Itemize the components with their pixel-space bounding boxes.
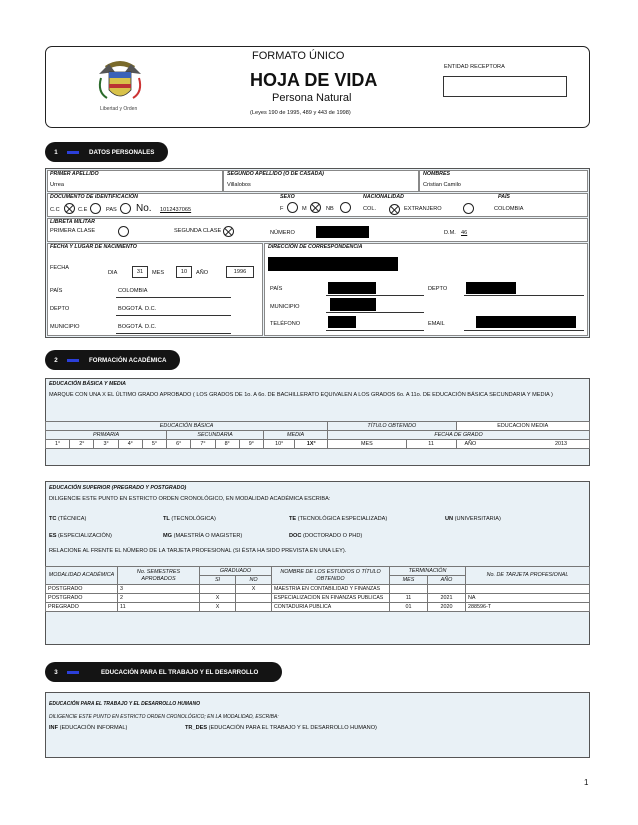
birth-depto-underline <box>116 315 231 316</box>
cell-si[interactable] <box>200 585 236 594</box>
birth-pais-value: COLOMBIA <box>118 288 148 294</box>
mod-te: TE <box>289 516 297 522</box>
cell-ano[interactable]: 2020 <box>428 603 466 612</box>
mod-trdes-desc: (EDUCACIÓN PARA EL TRABAJO Y EL DESARROLLO HUMANO) <box>208 725 377 731</box>
titulo-obtenido-value[interactable]: EDUCACION MEDIA <box>456 422 589 431</box>
primer-apellido-value: Urrea <box>50 182 64 188</box>
section-connector <box>67 359 79 362</box>
primer-apellido-label: PRIMER APELLIDO <box>50 171 99 177</box>
grad-ano-label: AÑO <box>464 441 477 447</box>
dir-municipio-underline <box>326 312 424 313</box>
superior-title: EDUCACIÓN SUPERIOR (PREGRADO Y POSTGRADO) <box>49 485 187 491</box>
section-2-pill <box>45 350 180 370</box>
titulo-obtenido-header: TÍTULO OBTENIDO <box>328 422 456 431</box>
sexo-label: SEXO <box>280 194 295 200</box>
cell-semestres[interactable]: 3 <box>118 585 200 594</box>
nombres-value: Cristian Camilo <box>423 182 461 188</box>
basica-title: EDUCACIÓN BÁSICA Y MEDIA <box>49 381 127 387</box>
pas-radio[interactable] <box>120 203 131 214</box>
mod-inf: INF <box>49 725 59 731</box>
birth-municipio-underline <box>116 333 231 334</box>
primaria-header: PRIMARIA <box>46 431 167 440</box>
table-row <box>46 594 590 603</box>
col-radio[interactable] <box>389 204 400 215</box>
primera-clase-label: PRIMERA CLASE <box>50 228 96 234</box>
doc-subtitle: Persona Natural <box>272 92 352 104</box>
format-title: FORMATO ÚNICO <box>252 50 345 62</box>
redacted-block <box>466 282 516 294</box>
doc-title: HOJA DE VIDA <box>250 70 378 90</box>
grade-cell[interactable]: 6° <box>167 440 191 449</box>
cell-mes[interactable] <box>390 585 428 594</box>
nacionalidad-label: NACIONALIDAD <box>363 194 404 200</box>
sexo-m-label: M <box>302 206 307 212</box>
grade-cell[interactable]: 5° <box>142 440 166 449</box>
cell-si[interactable]: X <box>200 603 236 612</box>
mod-tl-desc: (TECNOLÓGICA) <box>171 516 216 522</box>
grade-cell[interactable]: 9° <box>239 440 263 449</box>
segunda-clase-label: SEGUNDA CLASE <box>174 228 222 234</box>
redacted-block <box>328 316 356 328</box>
mod-mg-desc: (MAESTRÍA O MAGISTER) <box>173 533 243 539</box>
mod-doc-desc: (DOCTORADO O PHD) <box>303 533 363 539</box>
th-terminacion: TERMINACIÓN <box>390 567 466 576</box>
table-row <box>46 585 590 594</box>
mes-field[interactable]: 10 <box>176 266 192 278</box>
cell-tarjeta[interactable]: NA <box>466 594 590 603</box>
th-nombre: NOMBRE DE LOS ESTUDIOS O TÍTULO OBTENIDO <box>272 567 390 585</box>
section-1-pill <box>45 142 168 162</box>
ed-basica-header: EDUCACIÓN BÁSICA <box>46 422 328 431</box>
mod-trdes: TR_DES <box>185 725 208 731</box>
segundo-apellido-label: SEGUNDO APELLIDO (O DE CASADA) <box>227 171 324 177</box>
doc-number-label: No. <box>136 203 152 214</box>
redacted-block <box>268 257 398 271</box>
cell-tarjeta[interactable]: 288596-T <box>466 603 590 612</box>
dia-field[interactable]: 31 <box>132 266 148 278</box>
page-number: 1 <box>584 778 589 787</box>
doc-id-label: DOCUMENTO DE IDENTIFICACIÓN <box>50 194 138 200</box>
section-connector <box>67 151 79 154</box>
direccion-label: DIRECCIÓN DE CORRESPONDENCIA <box>268 244 363 250</box>
telefono-label: TELÉFONO <box>270 321 301 327</box>
grade-cell[interactable]: 10° <box>263 440 294 449</box>
segunda-clase-radio[interactable] <box>223 226 234 237</box>
th-semestres: No. SEMESTRES APROBADOS <box>118 567 200 585</box>
grade-cell-selected[interactable]: 1X° <box>295 440 328 449</box>
mod-tc-desc: (TÉCNICA) <box>58 516 87 522</box>
th-ano: AÑO <box>428 576 466 585</box>
cell-ano[interactable] <box>428 585 466 594</box>
cell-semestres[interactable]: 2 <box>118 594 200 603</box>
cell-nombre[interactable]: ESPECIALIZACION EN FINANZAS PUBLICAS <box>272 594 390 603</box>
higher-education-section <box>45 481 590 645</box>
cell-mes[interactable]: 11 <box>390 594 428 603</box>
primera-clase-radio[interactable] <box>118 226 129 237</box>
sexo-nb-radio[interactable] <box>340 202 351 213</box>
mod-un-desc: (UNIVERSITARIA) <box>454 516 501 522</box>
th-no: NO <box>236 576 272 585</box>
grad-mes-value[interactable]: 11 <box>406 440 456 449</box>
ce-label: C.E <box>78 207 88 213</box>
table-row <box>46 603 590 612</box>
section-title: FORMACIÓN ACADÉMICA <box>89 356 167 364</box>
birth-pais-underline <box>116 297 231 298</box>
redacted-block <box>328 282 376 294</box>
mod-doc: DOC <box>289 533 302 539</box>
media-header: MEDIA <box>263 431 327 440</box>
dm-label: D.M. <box>444 230 456 236</box>
secundaria-header: SECUNDARIA <box>167 431 264 440</box>
grade-cell[interactable]: 8° <box>215 440 239 449</box>
cell-si[interactable]: X <box>200 594 236 603</box>
nombres-label: NOMBRES <box>423 171 451 177</box>
section-connector <box>67 671 79 674</box>
sexo-nb-label: NB <box>326 206 334 212</box>
mod-mg: MG <box>163 533 173 539</box>
grade-cell[interactable]: 2° <box>70 440 94 449</box>
section-title: EDUCACIÓN PARA EL TRABAJO Y EL DESARROLLO <box>101 668 259 676</box>
mod-tl: TL <box>163 516 170 522</box>
mod-es-desc: (ESPECIALIZACIÓN) <box>58 533 112 539</box>
mod-te-desc: (TECNOLÓGICA ESPECIALIZADA) <box>297 516 388 522</box>
grade-cell[interactable]: 1° <box>46 440 70 449</box>
basica-instructions: MARQUE CON UNA X EL ÚLTIMO GRADO APROBADO ( LOS GRADOS DE 1o. A 6o. DE BACHILLERATO EQUIVALEN A LOS GRADOS 6o. A 11o. DE EDUCACIÓN BÁSICA SECUNDARIA Y MEDIA ) <box>49 392 553 398</box>
work-ed-title: EDUCACIÓN PARA EL TRABAJO Y EL DESARROLLO HUMANO <box>49 701 201 707</box>
dia-label: DIA <box>108 270 118 276</box>
cell-tarjeta[interactable] <box>466 585 590 594</box>
section-number: 2 <box>54 356 58 364</box>
section-number: 3 <box>54 668 58 676</box>
cell-modalidad[interactable]: PREGRADO <box>46 603 118 612</box>
redacted-block <box>330 298 376 311</box>
work-ed-instructions: DILIGENCIE ESTE PUNTO EN ESTRICTO ORDEN CRONOLÓGICO; EN LA MODALIDAD, ESCRIBA: <box>49 714 279 720</box>
birth-municipio-value: BOGOTÁ. D.C. <box>118 324 157 330</box>
libreta-label: LIBRETA MILITAR <box>50 219 95 225</box>
dir-pais-label: PAÍS <box>270 286 283 292</box>
grad-mes-label: MES <box>328 440 406 449</box>
section-3-pill <box>45 662 282 682</box>
segundo-apellido-value: Villalobos <box>227 182 251 188</box>
th-si: SI <box>200 576 236 585</box>
grad-ano-cell[interactable] <box>456 440 589 449</box>
sexo-f-radio[interactable] <box>287 202 298 213</box>
redacted-block <box>476 316 576 328</box>
email-underline <box>464 330 584 331</box>
cell-nombre[interactable]: CONTADURIA PUBLICA <box>272 603 390 612</box>
relacione-note: RELACIONE AL FRENTE EL NÚMERO DE LA TARJETA PROFESIONAL (SI ÉSTA HA SIDO PREVISTA EN UNA LEY). <box>49 548 347 554</box>
dir-depto-underline <box>464 295 584 296</box>
cc-label: C.C <box>50 207 60 213</box>
cell-nombre[interactable]: MAESTRIA EN CONTABILIDAD Y FINANZAS <box>272 585 390 594</box>
receiving-entity-field[interactable] <box>443 76 567 97</box>
pas-label: PAS <box>106 207 117 213</box>
birth-label: FECHA Y LUGAR DE NACIMIENTO <box>50 244 137 250</box>
seal-caption: Libertad y Orden <box>100 106 138 112</box>
superior-instructions: DILIGENCIE ESTE PUNTO EN ESTRICTO ORDEN CRONOLÓGICO, EN MODALIDAD ACADÉMICA ESCRIBA: <box>49 496 331 502</box>
dir-municipio-label: MUNICIPIO <box>270 304 300 310</box>
grade-cell[interactable]: 4° <box>118 440 142 449</box>
cell-no[interactable] <box>236 594 272 603</box>
sexo-f-label: F <box>280 206 284 212</box>
cell-no[interactable]: X <box>236 585 272 594</box>
th-mes: MES <box>390 576 428 585</box>
mod-inf-desc: (EDUCACIÓN INFORMAL) <box>59 725 128 731</box>
email-label: EMAIL <box>428 321 445 327</box>
mod-es: ES <box>49 533 57 539</box>
birth-depto-label: DEPTO <box>50 306 70 312</box>
birth-depto-value: BOGOTÁ. D.C. <box>118 306 157 312</box>
receiving-entity-label: ENTIDAD RECEPTORA <box>444 64 505 70</box>
grade-cell[interactable]: 7° <box>191 440 215 449</box>
cell-mes[interactable]: 01 <box>390 603 428 612</box>
grad-ano-value: 2013 <box>555 441 567 447</box>
birth-pais-label: PAÍS <box>50 288 63 294</box>
dm-value: 46 <box>461 230 468 236</box>
laws-reference: (Leyes 190 de 1995, 489 y 443 de 1998) <box>250 110 351 116</box>
redacted-block <box>316 226 369 238</box>
higher-education-table <box>45 566 590 612</box>
mod-un: UN <box>445 516 454 522</box>
extranjero-label: EXTRANJERO <box>404 206 442 212</box>
mod-tc: TC <box>49 516 57 522</box>
dir-depto-label: DEPTO <box>428 286 448 292</box>
pais-nac-label: PAÍS <box>498 194 510 200</box>
numero-label: NÚMERO <box>270 230 295 236</box>
cell-ano[interactable]: 2021 <box>428 594 466 603</box>
cell-no[interactable] <box>236 603 272 612</box>
dir-pais-underline <box>326 295 424 296</box>
doc-number-value[interactable]: 1012437065 <box>160 207 192 213</box>
section-number: 1 <box>54 148 58 156</box>
basic-education-grid <box>45 421 590 449</box>
section-title: DATOS PERSONALES <box>89 148 155 156</box>
th-tarjeta: No. DE TARJETA PROFESIONAL <box>466 567 590 585</box>
ano-field[interactable]: 1996 <box>226 266 254 278</box>
cell-modalidad[interactable]: POSTGRADO <box>46 594 118 603</box>
pais-nac-value: COLOMBIA <box>494 206 524 212</box>
sexo-m-radio[interactable] <box>310 202 321 213</box>
ce-radio[interactable] <box>90 203 101 214</box>
extranjero-radio[interactable] <box>463 203 474 214</box>
fecha-grado-header: FECHA DE GRADO <box>328 431 590 440</box>
col-label: COL. <box>363 206 377 212</box>
fecha-label: FECHA <box>50 265 69 271</box>
cell-semestres[interactable]: 11 <box>118 603 200 612</box>
telefono-underline <box>326 330 424 331</box>
th-modalidad: MODALIDAD ACADÉMICA <box>46 567 118 585</box>
th-graduado: GRADUADO <box>200 567 272 576</box>
birth-cell <box>47 243 263 336</box>
grade-cell[interactable]: 3° <box>94 440 118 449</box>
birth-municipio-label: MUNICIPIO <box>50 324 80 330</box>
cc-radio[interactable] <box>64 203 75 214</box>
ano-label: AÑO <box>196 270 209 276</box>
mes-label: MES <box>152 270 165 276</box>
cell-modalidad[interactable]: POSTGRADO <box>46 585 118 594</box>
